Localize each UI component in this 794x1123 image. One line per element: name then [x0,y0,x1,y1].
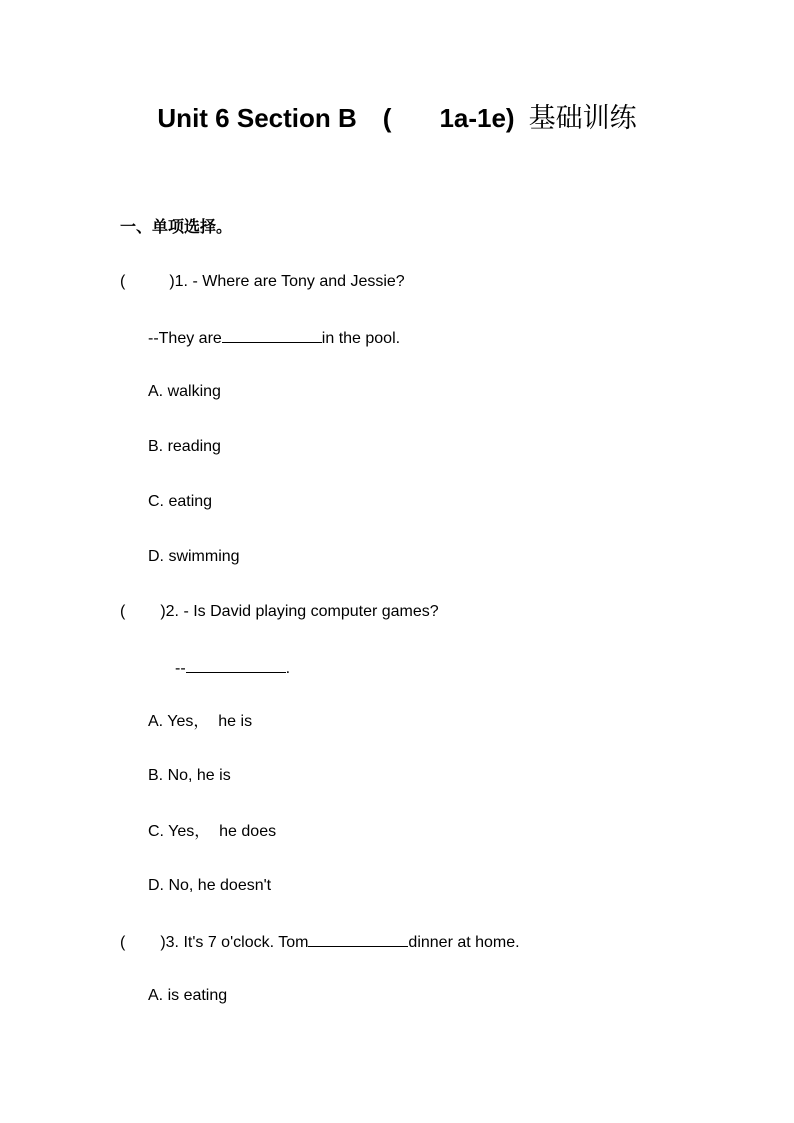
question-1-option-b: B. reading [148,438,221,455]
answer-paren-close: ) [160,934,166,951]
question-3-option-a: A. is eating [148,987,228,1004]
title-open-paren: ( [382,103,392,133]
question-text: 1. - Where are Tony and Jessie? [174,273,405,290]
fill-in-blank[interactable] [308,930,408,947]
page-title [0,100,794,137]
question-2-option-c: C. Yes， he does [148,823,277,840]
question-2-option-d: D. No, he doesn't [148,877,272,894]
answer-paren-open: ( [120,603,126,620]
fill-in-blank[interactable] [222,326,322,343]
question-1-answer-line [148,326,400,350]
answer-paren-open: ( [120,273,126,290]
title-range: 1a-1e) [439,103,515,133]
question-1-option-a: A. walking [148,383,221,400]
answer-paren-open: ( [120,934,126,951]
fill-in-blank[interactable] [186,656,286,673]
question-2-option-b: B. No, he is [148,767,231,784]
question-2-prompt [120,601,439,623]
answer-prefix: -- [175,660,186,677]
question-2-option-a: A. Yes， he is [148,713,253,730]
answer-suffix: . [285,660,291,677]
question-2-answer-line [175,656,290,680]
question-3-prompt [120,930,520,954]
question-1-prompt [120,271,405,293]
section-heading: 一、单项选择。 [120,217,233,236]
answer-prefix: --They are [148,330,222,347]
answer-paren-close: ) [169,273,175,290]
question-text-suffix: dinner at home. [408,934,520,951]
answer-suffix: in the pool. [321,330,401,347]
title-chinese: 基础训练 [528,103,637,134]
question-text: 2. - Is David playing computer games? [165,603,439,620]
question-1-option-c: C. eating [148,493,213,510]
answer-paren-close: ) [160,603,166,620]
question-text-prefix: 3. It's 7 o'clock. Tom [165,934,309,951]
title-unit: Unit 6 Section B [157,103,357,133]
question-1-option-d: D. swimming [148,548,240,565]
